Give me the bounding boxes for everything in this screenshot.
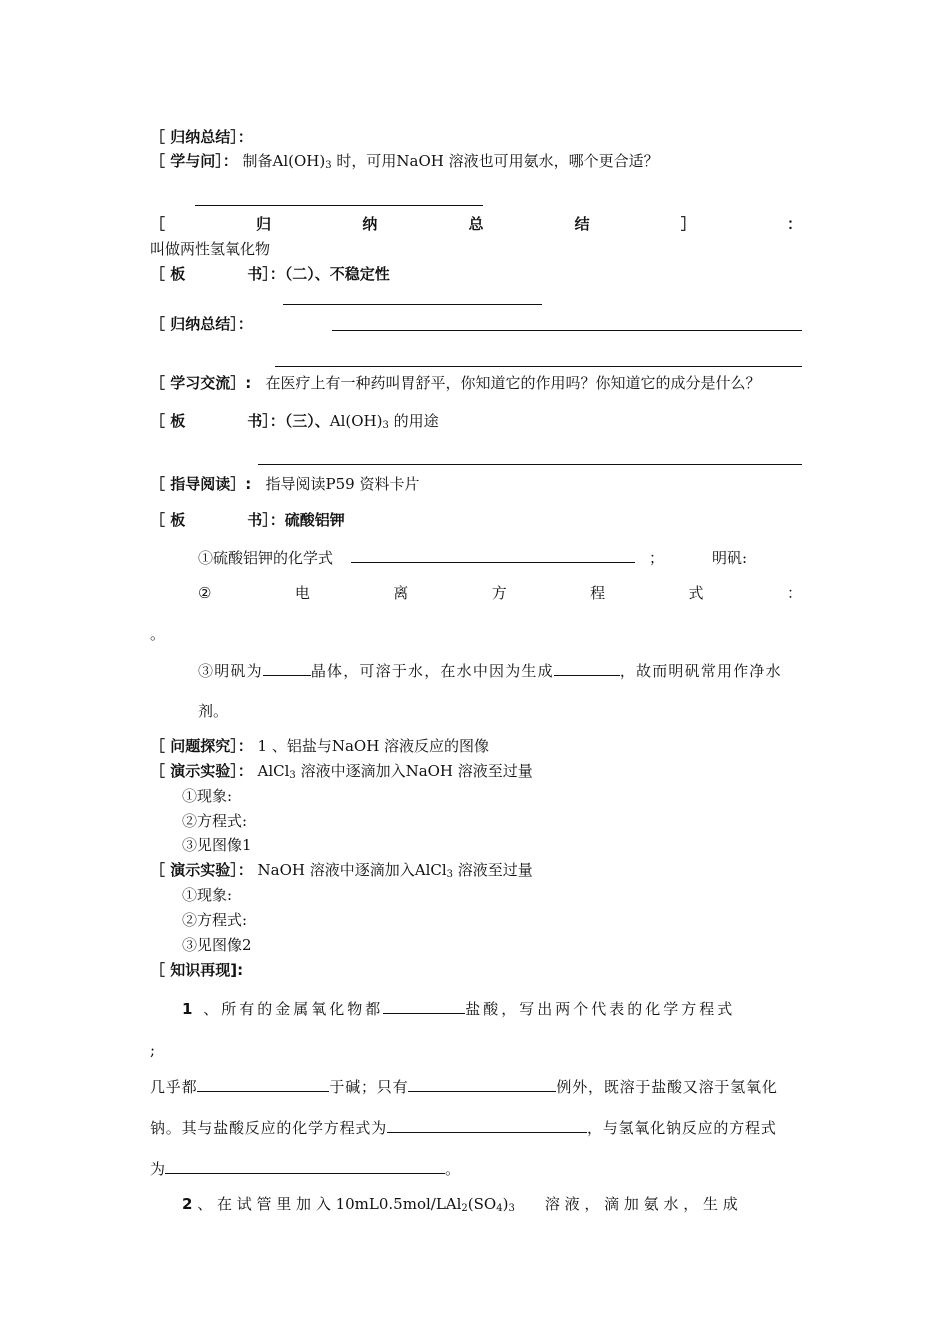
study-question-line: ［ 学与问］： 制备$Al(OH)_3$ 时，可用NaOH 溶液也可用氨水，哪个更合适？ <box>150 152 659 171</box>
formula-blank[interactable] <box>351 546 635 563</box>
demo-experiment-2: ［ 演示实验］： NaOH 溶液中逐滴加入AlCl$_3$ 溶液至过量 <box>150 861 533 880</box>
board-heading-3: ［ 板 书］：（三）、$Al(OH)_3$ 的用途 <box>150 412 439 431</box>
guided-reading-line: ［ 指导阅读］: 指导阅读P59 资料卡片 <box>150 475 420 493</box>
review-blank-1[interactable] <box>383 997 465 1014</box>
review-blank-2[interactable] <box>197 1075 329 1092</box>
ionization-equation-line: ② 电 离 方 程 式 ： <box>198 584 802 602</box>
alum-line: ③明矾为 晶体，可溶于水，在水中因为生成 ，故而明矾常用作净水 <box>198 659 782 681</box>
demo1-phenomenon: ①现象: <box>182 787 233 805</box>
period-mark: 。 <box>150 625 166 643</box>
review-item-2: 2 、 在 试 管 里 加 入 $10mL0.5mol/LAl_2(SO_4)_3$ 溶 液 ， 滴 加 氨 水 ， 生 成 <box>182 1195 738 1214</box>
demo-experiment-1: ［ 演示实验］： AlCl$_3$ 溶液中逐滴加入NaOH 溶液至过量 <box>150 762 533 781</box>
demo1-equation: ②方程式: <box>182 812 248 830</box>
answer-blank-3[interactable] <box>332 330 802 331</box>
board-heading-2: ［ 板 书］：（二）、不稳定性 <box>150 265 390 283</box>
answer-blank-1[interactable] <box>195 205 483 206</box>
review-line-4: 为 。 <box>150 1157 460 1179</box>
amphoteric-text: 叫做两性氢氧化物 <box>150 240 271 258</box>
review-item-1: 1 、所有的金属氧化物都 盐酸，写出两个代表的化学方程式 <box>182 997 735 1019</box>
problem-inquiry-line: ［ 问题探究］： 1 、铝盐与NaOH 溶液反应的图像 <box>150 737 490 755</box>
summary-heading-1: ［ 归纳总结］： <box>150 128 253 146</box>
alum-line-end: 剂。 <box>198 702 229 720</box>
review-blank-4[interactable] <box>387 1116 587 1133</box>
knowledge-review-heading: ［ 知识再现]: <box>150 961 244 979</box>
demo2-equation: ②方程式: <box>182 911 248 929</box>
review-blank-3[interactable] <box>408 1075 556 1092</box>
demo2-graph: ③见图像2 <box>182 936 252 954</box>
summary-heading-spread: ［ 归 纳 总 结 ］ ： <box>150 215 802 233</box>
alum-blank-2[interactable] <box>554 659 620 676</box>
study-exchange-line: ［ 学习交流］: 在医疗上有一种药叫胃舒平，你知道它的作用吗？你知道它的成分是什么？ <box>150 374 761 392</box>
review-line-3: 钠。其与盐酸反应的化学方程式为 ，与氢氧化钠反应的方程式 <box>150 1116 777 1138</box>
demo1-graph: ③见图像1 <box>182 836 252 854</box>
answer-blank-2[interactable] <box>283 304 542 305</box>
demo2-phenomenon: ①现象: <box>182 886 233 904</box>
board-heading-4: ［ 板 书］：硫酸铝钾 <box>150 511 345 529</box>
semicolon-mark: ; <box>150 1041 156 1059</box>
summary-heading-3: ［ 归纳总结］： <box>150 315 253 333</box>
answer-blank-5[interactable] <box>258 464 802 465</box>
review-line-2: 几乎都 于碱；只有 例外，既溶于盐酸又溶于氢氧化 <box>150 1075 778 1097</box>
review-blank-5[interactable] <box>165 1157 445 1174</box>
formula-line: ①硫酸铝钾的化学式 ； 明矾: <box>198 546 747 568</box>
answer-blank-4[interactable] <box>275 366 802 367</box>
alum-blank-1[interactable] <box>263 659 311 676</box>
